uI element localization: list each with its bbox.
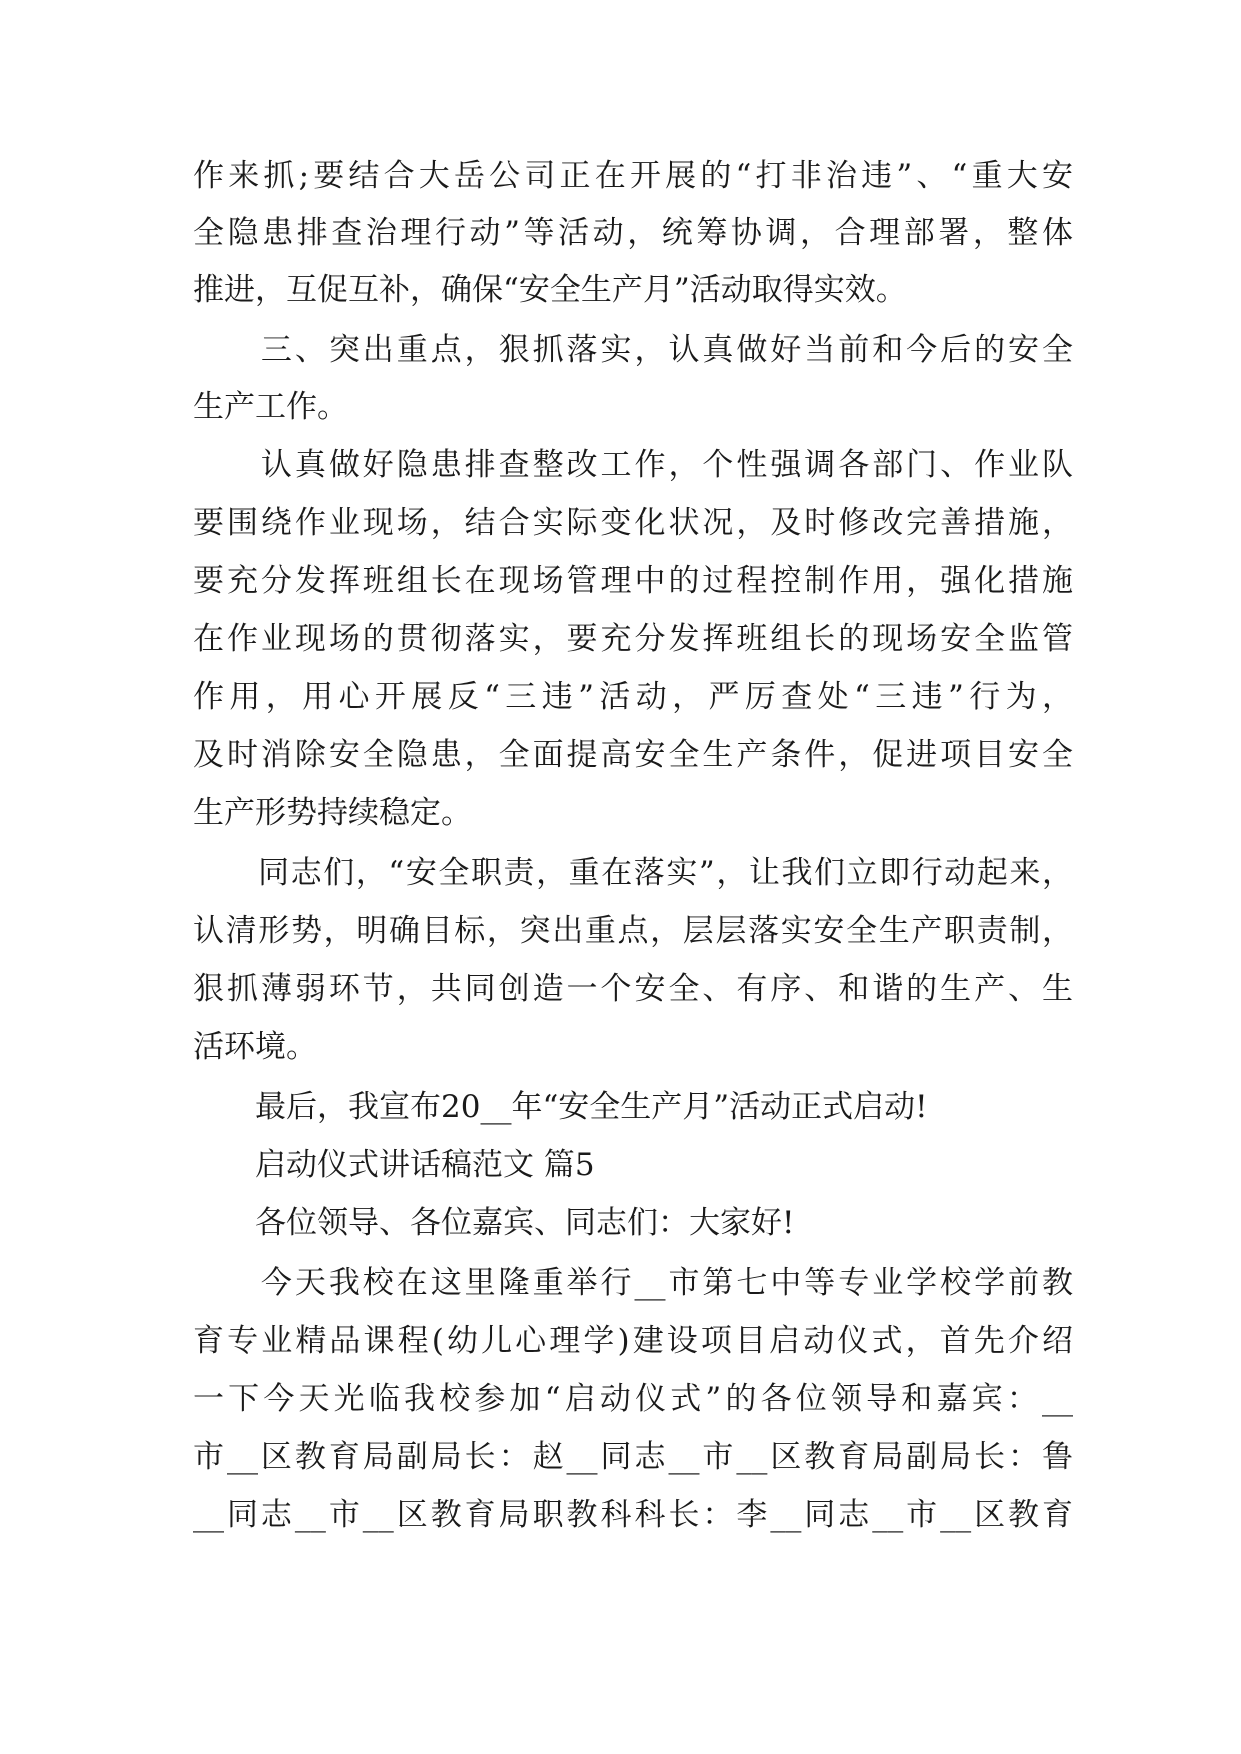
text-line: 认真做好隐患排查整改工作，个性强调各部门、作业队 bbox=[193, 447, 1073, 483]
text-line: 作来抓;要结合大岳公司正在开展的“打非治违”、“重大安 bbox=[193, 158, 1073, 194]
text-line: 今天我校在这里隆重举行__市第七中等专业学校学前教 bbox=[193, 1265, 1073, 1301]
text-line: 要围绕作业现场，结合实际变化状况，及时修改完善措施， bbox=[193, 505, 1073, 541]
text-line: 认清形势，明确目标，突出重点，层层落实安全生产职责制， bbox=[193, 913, 1073, 949]
text-line: 一下今天光临我校参加“启动仪式”的各位领导和嘉宾：__ bbox=[193, 1381, 1073, 1417]
text-line: 同志们，“安全职责，重在落实”，让我们立即行动起来， bbox=[193, 855, 1073, 891]
text-line: 生产形势持续稳定。 bbox=[193, 795, 472, 831]
text-line: 全隐患排查治理行动”等活动，统筹协调，合理部署，整体 bbox=[193, 215, 1073, 251]
text-line: 育专业精品课程(幼儿心理学)建设项目启动仪式，首先介绍 bbox=[193, 1323, 1073, 1359]
text-line: 活环境。 bbox=[193, 1029, 317, 1065]
text-line: 市__区教育局副局长：赵__同志__市__区教育局副局长：鲁 bbox=[193, 1439, 1073, 1475]
text-line: 各位领导、各位嘉宾、同志们：大家好! bbox=[193, 1205, 795, 1241]
text-line: 要充分发挥班组长在现场管理中的过程控制作用，强化措施 bbox=[193, 563, 1073, 599]
text-line: 及时消除安全隐患，全面提高安全生产条件，促进项目安全 bbox=[193, 737, 1073, 773]
text-line: 生产工作。 bbox=[193, 389, 348, 425]
text-line: 狠抓薄弱环节，共同创造一个安全、有序、和谐的生产、生 bbox=[193, 971, 1073, 1007]
text-line: __同志__市__区教育局职教科科长：李__同志__市__区教育 bbox=[193, 1497, 1073, 1533]
text-line: 最后，我宣布20__年“安全生产月”活动正式启动! bbox=[193, 1089, 928, 1125]
text-line: 三、突出重点，狠抓落实，认真做好当前和今后的安全 bbox=[193, 332, 1073, 368]
text-line: 在作业现场的贯彻落实，要充分发挥班组长的现场安全监管 bbox=[193, 621, 1073, 657]
text-line: 作用，用心开展反“三违”活动，严厉查处“三违”行为， bbox=[193, 679, 1073, 715]
section-heading: 启动仪式讲话稿范文 篇5 bbox=[193, 1147, 595, 1183]
text-line: 推进，互促互补，确保“安全生产月”活动取得实效。 bbox=[193, 272, 907, 308]
